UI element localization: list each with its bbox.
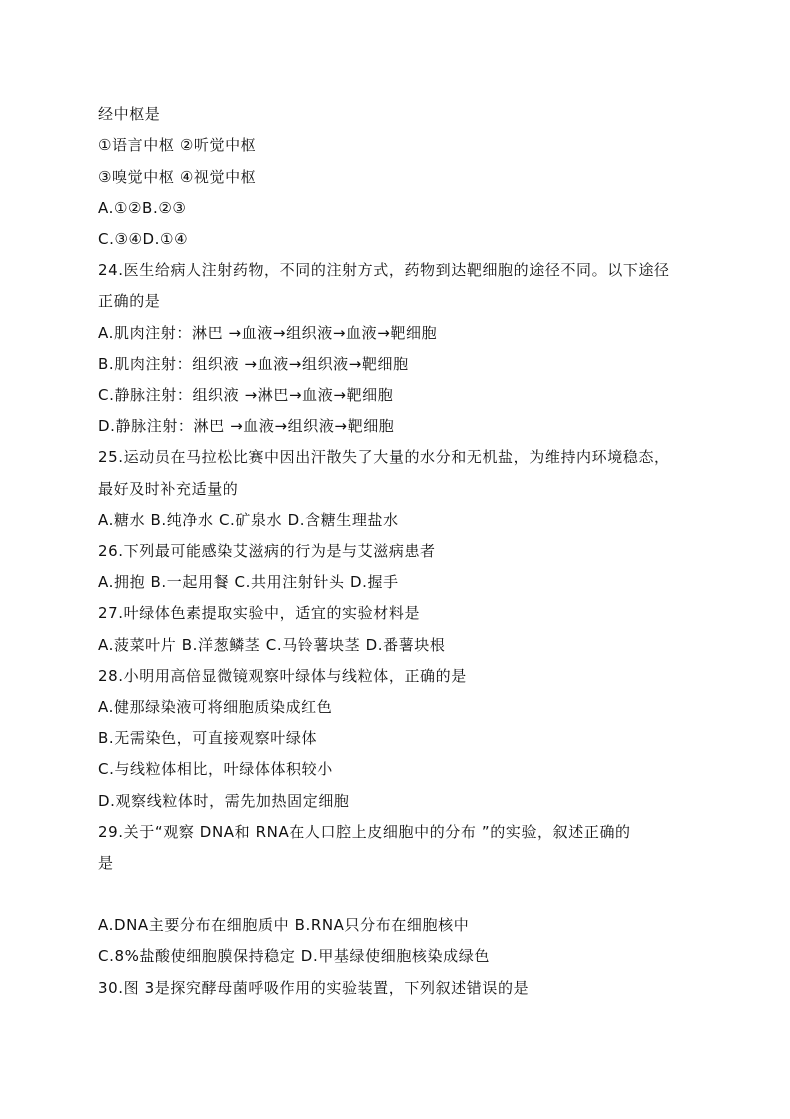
text-line-q28-option-c: C.与线粒体相比，叶绿体体积较小 [98, 760, 333, 778]
text-line-q29-stem-cont: 是 [98, 854, 114, 872]
text-line-q24-option-c: C.静脉注射：组织液 →淋巴→血液→靶细胞 [98, 386, 394, 404]
text-line-q28-option-d: D.观察线粒体时，需先加热固定细胞 [98, 792, 350, 810]
text-line-q25-options: A.糖水 B.纯净水 C.矿泉水 D.含糖生理盐水 [98, 511, 399, 529]
text-line-q26-options: A.拥抱 B.一起用餐 C.共用注射针头 D.握手 [98, 573, 399, 591]
text-line-q23-items-2: ③嗅觉中枢 ④视觉中枢 [98, 168, 257, 186]
text-line-q28-option-a: A.健那绿染液可将细胞质染成红色 [98, 698, 333, 716]
text-line-q28-option-b: B.无需染色，可直接观察叶绿体 [98, 729, 318, 747]
text-line-q29-options-cd: C.8%盐酸使细胞膜保持稳定 D.甲基绿使细胞核染成绿色 [98, 947, 490, 965]
text-line-q24-stem-cont: 正确的是 [98, 292, 161, 310]
text-line-q25-stem: 25.运动员在马拉松比赛中因出汗散失了大量的水分和无机盐，为维持内环境稳态， [98, 448, 670, 466]
text-line-q23-items-1: ①语言中枢 ②听觉中枢 [98, 136, 257, 154]
text-line-q23-stem: 经中枢是 [98, 105, 161, 123]
text-line-q29-options-ab: A.DNA主要分布在细胞质中 B.RNA只分布在细胞核中 [98, 916, 470, 934]
text-line-q27-options: A.菠菜叶片 B.洋葱鳞茎 C.马铃薯块茎 D.番薯块根 [98, 636, 446, 654]
text-line-q28-stem: 28.小明用高倍显微镜观察叶绿体与线粒体，正确的是 [98, 667, 467, 685]
text-line-q23-options-cd: C.③④D.①④ [98, 230, 189, 248]
text-line-q26-stem: 26.下列最可能感染艾滋病的行为是与艾滋病患者 [98, 542, 436, 560]
text-line-q24-option-a: A.肌肉注射：淋巴 →血液→组织液→血液→靶细胞 [98, 324, 438, 342]
text-line-q29-stem: 29.关于“观察 DNA和 RNA在人口腔上皮细胞中的分布 ”的实验，叙述正确的 [98, 823, 631, 841]
text-line-q30-stem: 30.图 3是探究酵母菌呼吸作用的实验装置，下列叙述错误的是 [98, 979, 530, 997]
text-line-q23-options-ab: A.①②B.②③ [98, 199, 187, 217]
text-line-q24-option-d: D.静脉注射：淋巴 →血液→组织液→靶细胞 [98, 417, 395, 435]
text-line-q24-stem: 24.医生给病人注射药物，不同的注射方式，药物到达靶细胞的途径不同。以下途径 [98, 261, 670, 279]
text-line-q27-stem: 27.叶绿体色素提取实验中，适宜的实验材料是 [98, 604, 421, 622]
text-line-q24-option-b: B.肌肉注射：组织液 →血液→组织液→靶细胞 [98, 355, 409, 373]
text-line-q25-stem-cont: 最好及时补充适量的 [98, 480, 239, 498]
